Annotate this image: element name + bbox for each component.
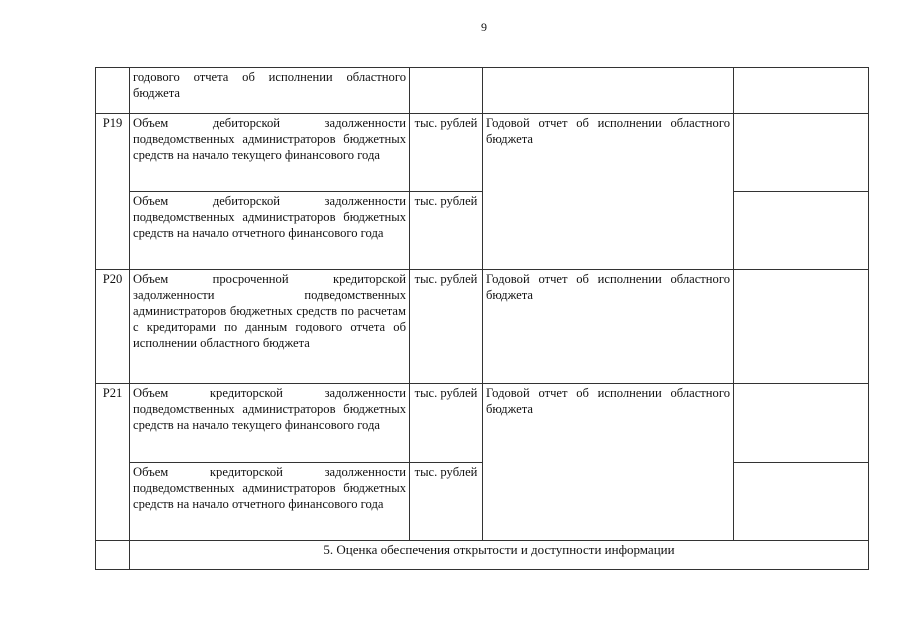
extra-cell <box>734 270 869 384</box>
table-row-p21-current <box>96 384 869 463</box>
table-row-p19-reporting <box>96 192 869 270</box>
row-code: Р19 <box>96 114 130 270</box>
unit-cell: тыс. рублей <box>410 114 483 192</box>
description-cell: Объем кредиторской задолженности подведомственных администраторов бюджетных средств на начало отчетного финансового года <box>130 463 410 541</box>
description-cell: Объем кредиторской задолженности подведомственных администраторов бюджетных средств на начало текущего финансового года <box>130 384 410 463</box>
row-code: Р20 <box>96 270 130 384</box>
row-code: Р21 <box>96 384 130 541</box>
table-row-continuation <box>96 68 869 114</box>
extra-cell <box>734 68 869 114</box>
unit-cell <box>410 68 483 114</box>
source-cell: Годовой отчет об исполнении областного бюджета <box>483 270 734 384</box>
description-cell: годового отчета об исполнении областного бюджета <box>130 68 410 114</box>
unit-cell: тыс. рублей <box>410 384 483 463</box>
extra-cell <box>734 384 869 463</box>
section-heading: 5. Оценка обеспечения открытости и доступности информации <box>130 541 869 570</box>
extra-cell <box>734 192 869 270</box>
description-cell: Объем дебиторской задолженности подведомственных администраторов бюджетных средств на начало текущего финансового года <box>130 114 410 192</box>
table-row-p20 <box>96 270 869 384</box>
extra-cell <box>734 463 869 541</box>
description-cell: Объем просроченной кредиторской задолженности подведомственных администраторов бюджетных средств по расчетам с кредиторами по данным годового отчета об исполнении областного бюджета <box>130 270 410 384</box>
extra-cell <box>734 114 869 192</box>
table-row-p19-current <box>96 114 869 192</box>
source-cell <box>483 68 734 114</box>
unit-cell: тыс. рублей <box>410 192 483 270</box>
unit-cell: тыс. рублей <box>410 270 483 384</box>
page-number: 9 <box>481 20 487 34</box>
table-row-p21-reporting <box>96 463 869 541</box>
source-cell: Годовой отчет об исполнении областного бюджета <box>483 114 734 270</box>
code-cell <box>96 68 130 114</box>
source-cell: Годовой отчет об исполнении областного бюджета <box>483 384 734 541</box>
unit-cell: тыс. рублей <box>410 463 483 541</box>
table-row-section <box>96 541 869 570</box>
description-cell: Объем дебиторской задолженности подведомственных администраторов бюджетных средств на начало отчетного финансового года <box>130 192 410 270</box>
code-cell <box>96 541 130 570</box>
indicators-table <box>95 67 869 570</box>
